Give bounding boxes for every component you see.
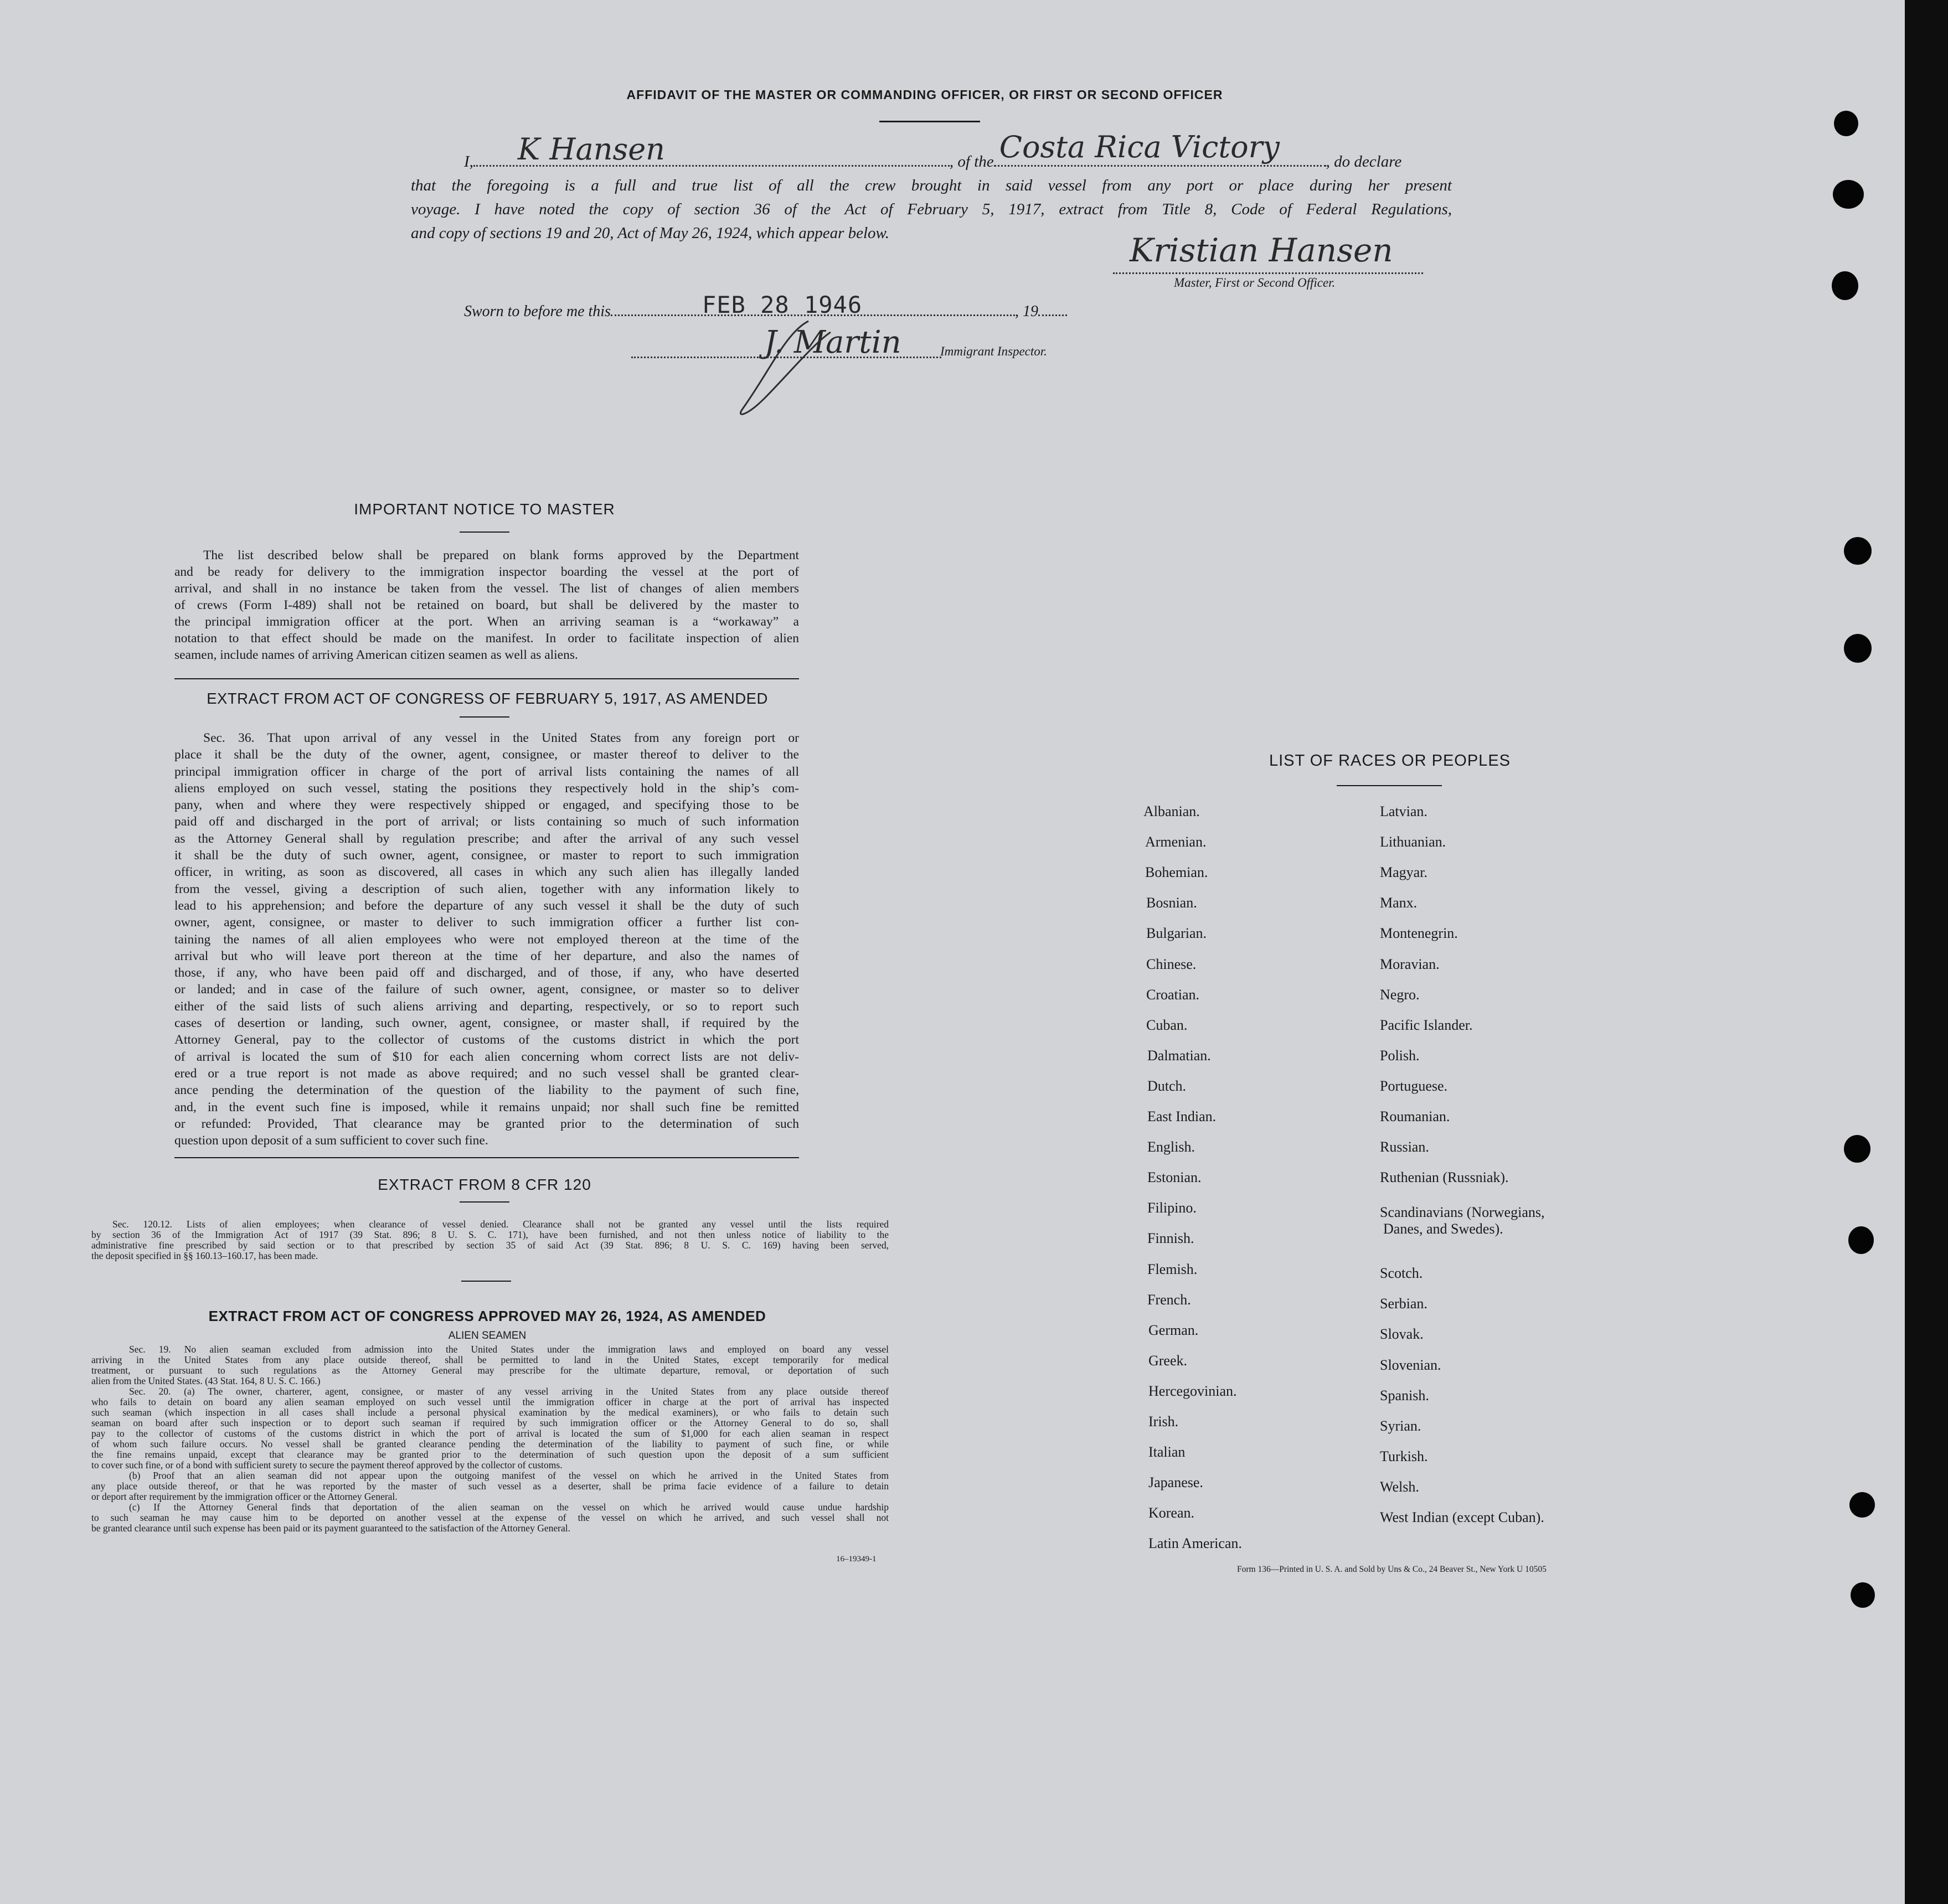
extract-cfr-title: EXTRACT FROM 8 CFR 120 <box>378 1176 591 1193</box>
punch-hole <box>1834 111 1858 136</box>
extract-1917-line: either of the said lists of such aliens arriving and departing, respectively, or so to report such <box>174 999 799 1014</box>
declaration-prefix: I, <box>464 153 473 171</box>
title-underline <box>879 121 980 122</box>
extract-1917-line: or refunded: Provided, That clearance may be granted prior to the determination of such <box>174 1116 799 1131</box>
race-item: Turkish. <box>1380 1448 1428 1464</box>
punch-hole <box>1849 1492 1875 1518</box>
race-item: Pacific Islander. <box>1380 1017 1473 1033</box>
extract-1924-line: treatment, or pursuant to such regulations as the Attorney General may prescribe for the ultimate departure, removal, or deportation of such <box>91 1365 889 1376</box>
punch-hole <box>1851 1582 1875 1608</box>
section-divider <box>174 678 799 679</box>
sworn-year-prefix: , 19 <box>1014 303 1038 320</box>
race-item: Scotch. <box>1380 1265 1423 1282</box>
extract-1924-line: to cover such fine, or of a bond with sufficient surety to secure the payment thereof approved by the collector of customs. <box>91 1459 563 1470</box>
notice-line: The list described below shall be prepared on blank forms approved by the Department <box>203 548 799 563</box>
notice-line: the principal immigration officer at the port. When an arriving seaman is a “workaway” a <box>174 615 799 629</box>
extract-1917-line: ance pending the determination of the question of the liability to the payment of such fine, <box>174 1083 799 1098</box>
extract-1917-line: Attorney General, pay to the collector of customs of the customs district in which the port <box>174 1033 799 1048</box>
race-item: Slovak. <box>1380 1326 1424 1343</box>
races-title: LIST OF RACES OR PEOPLES <box>1269 752 1511 770</box>
punch-hole <box>1844 537 1872 565</box>
extract-1924-line: arriving in the United States from any place outside thereof, shall be permitted to land in the United States, except temporarily for medical <box>91 1354 889 1365</box>
inspector-flourish <box>725 310 880 421</box>
extract-1924-line: pay to the collector of customs of the customs district in which the port of arrival is located the sum of $1,000 for each alien seaman in respect <box>91 1428 889 1439</box>
race-item: Latvian. <box>1380 803 1427 819</box>
race-item: Lithuanian. <box>1380 834 1446 850</box>
extract-1917-line: paid off and discharged in the port of arrival; or lists containing so much of such information <box>174 814 799 829</box>
notice-line: seamen, include names of arriving American citizen seamen as well as aliens. <box>174 648 578 662</box>
race-item: Russian. <box>1380 1139 1429 1155</box>
extract-1924-line: seaman on board after such inspection or to deport such seaman if required by such immigration officer or the Attorney General to do so, shall <box>91 1417 889 1428</box>
extract-1917-line: or landed; and in case of the failure of such owner, agent, consignee, or master so to deliver <box>174 982 799 997</box>
extract-cfr-title-underline <box>460 1201 509 1203</box>
notice-title-underline <box>460 532 509 533</box>
extract-cfr-body <box>91 1219 889 1261</box>
vessel-name-handwriting: Costa Rica Victory <box>999 130 1280 164</box>
master-signature-caption: Master, First or Second Officer. <box>1174 276 1336 290</box>
extract-1917-line: taining the names of all alien employees who were not employed thereon at the time of the <box>174 932 799 947</box>
punch-hole <box>1844 1135 1870 1163</box>
race-item: Bulgarian. <box>1146 925 1207 942</box>
extract-1917-line: principal immigration officer in charge of the port of arrival lists containing the names of all <box>174 764 799 779</box>
race-item: Greek. <box>1148 1352 1188 1369</box>
races-title-underline <box>1337 785 1442 786</box>
race-item: Croatian. <box>1146 986 1200 1003</box>
extract-1917-line: cases of desertion or landing, such owner, agent, consignee, or master shall, if required by the <box>174 1016 799 1031</box>
race-item: Negro. <box>1380 986 1420 1003</box>
section-divider <box>461 1281 511 1282</box>
race-item: Irish. <box>1148 1413 1179 1430</box>
extract-1917-title: EXTRACT FROM ACT OF CONGRESS OF FEBRUARY 5, 1917, AS AMENDED <box>207 690 768 707</box>
master-signature: Kristian Hansen <box>1130 231 1393 269</box>
race-item: Albanian. <box>1143 803 1200 819</box>
date-stamp: FEB 28 1946 <box>702 291 863 318</box>
race-item: Korean. <box>1148 1505 1195 1521</box>
race-item: Estonian. <box>1147 1169 1202 1186</box>
race-item: Spanish. <box>1380 1387 1429 1404</box>
extract-1917-line: arrival but who will leave port thereon at the time of her departure, and also the names of <box>174 948 799 963</box>
extract-1917-line: as the Attorney General shall by regulation prescribe; and after the arrival of any such vessel <box>174 831 799 846</box>
race-item: German. <box>1148 1322 1199 1338</box>
extract-1924-line: any place outside thereof, or that he was reported by the master of such vessel as a deserter, shall be prima facie evidence of a failure to detain <box>91 1480 889 1492</box>
punch-hole <box>1848 1226 1874 1254</box>
punch-hole <box>1832 271 1858 300</box>
extract-1924-line: alien from the United States. (43 Stat. 164, 8 U. S. C. 166.) <box>91 1375 321 1386</box>
affidavit-text-line: that the foregoing is a full and true list of all the crew brought in said vessel from any port or place during her present <box>411 177 1452 194</box>
section-divider <box>174 1157 799 1158</box>
race-item: Manx. <box>1380 895 1418 911</box>
extract-cfr-line: administrative fine prescribed by said section or to that prescribed by section 35 of said Act (39 Stat. 896; 8 U. S. C. 169) having been served, <box>91 1240 889 1251</box>
affidavit-text-line: and copy of sections 19 and 20, Act of May 26, 1924, which appear below. <box>411 224 889 242</box>
notice-line: and be ready for delivery to the immigration inspector boarding the vessel at the port of <box>174 565 799 579</box>
notice-title: IMPORTANT NOTICE TO MASTER <box>354 500 615 518</box>
extract-1924-line: such seaman (which inspection in all cases shall include a personal physical examination by the medical examiners), or who fails to detain such <box>91 1407 889 1418</box>
race-item: Bohemian. <box>1145 864 1208 881</box>
race-item: Roumanian. <box>1380 1108 1450 1124</box>
extract-1924-line: Sec. 20. (a) The owner, charterer, agent, consignee, or master of any vessel arriving in the United States from any place outside thereof <box>129 1386 889 1397</box>
race-item: Scandinavians (Norwegians, <box>1380 1204 1545 1221</box>
sworn-prefix: Sworn to before me this <box>464 303 611 320</box>
race-item: Montenegrin. <box>1380 925 1458 942</box>
inspector-caption: Immigrant Inspector. <box>940 344 1047 358</box>
race-item: East Indian. <box>1147 1108 1217 1124</box>
race-item: Bosnian. <box>1146 895 1197 911</box>
extract-1917-line: lead to his apprehension; and before the departure of any such vessel it shall be the duty of such <box>174 898 799 913</box>
race-item: Moravian. <box>1380 956 1440 972</box>
extract-cfr-line: by section 36 of the Immigration Act of 1917 (39 Stat. 896; 8 U. S. C. 171), have been furnished, and not then unless notice of liability to the <box>91 1229 889 1240</box>
race-item: Latin American. <box>1148 1535 1242 1552</box>
master-name-handwriting: K Hansen <box>517 132 665 167</box>
race-item: Danes, and Swedes). <box>1383 1221 1503 1237</box>
inspector-signature: J. Martin <box>764 324 901 360</box>
extract-1917-body <box>174 730 799 1149</box>
race-item: English. <box>1147 1139 1195 1155</box>
race-item: Cuban. <box>1146 1017 1188 1033</box>
race-item: Dutch. <box>1147 1077 1187 1094</box>
extract-1917-line: of arrival is located the sum of $10 for each alien concerning whom correct lists are not deliv- <box>174 1049 799 1064</box>
extract-1924-line: or deport after requirement by the immigration officer or the Attorney General. <box>91 1491 398 1502</box>
race-item: Syrian. <box>1380 1417 1421 1434</box>
race-item: Ruthenian (Russniak). <box>1380 1169 1509 1186</box>
extract-cfr-line: Sec. 120.12. Lists of alien employees; when clearance of vessel denied. Clearance shall not be granted any vessel until the lists required <box>112 1219 889 1230</box>
form-code: 16–19349-1 <box>836 1555 877 1564</box>
extract-1917-line: from the vessel, giving a description of such alien, together with any information likely to <box>174 881 799 896</box>
extract-1917-line: place it shall be the duty of the owner, agent, consignee, or master thereof to deliver to the <box>174 747 799 762</box>
declaration-suffix: , do declare <box>1326 153 1402 171</box>
extract-1924-line: be granted clearance until such expense has been paid or its payment guaranteed to the satisfaction of the Attorney General. <box>91 1523 570 1534</box>
extract-1924-line: (b) Proof that an alien seaman did not appear upon the outgoing manifest of the vessel on which he arrived in the United States from <box>129 1470 889 1481</box>
notice-line: arrival, and shall in no instance be taken from the vessel. The list of changes of alien members <box>174 581 799 596</box>
extract-1917-line: those, if any, who have been paid off and discharged, and of those, if any, who have deserted <box>174 966 799 981</box>
extract-1917-line: owner, agent, consignee, or master to deliver to such immigration officer a further list con- <box>174 915 799 930</box>
race-item: French. <box>1147 1291 1191 1308</box>
extract-1924-title: EXTRACT FROM ACT OF CONGRESS APPROVED MAY 26, 1924, AS AMENDED <box>208 1308 766 1324</box>
declaration-mid: , of the <box>949 153 994 171</box>
affidavit-declaration-line <box>464 130 1450 171</box>
extract-1924-subtitle: ALIEN SEAMEN <box>448 1330 527 1341</box>
extract-1924-line: of whom such failure occurs. No vessel shall be granted clearance pending the determination of the liability to payment of such fine, or while <box>91 1438 889 1449</box>
notice-line: of crews (Form I-489) shall not be retained on board, but shall be delivered by the master to <box>174 598 799 612</box>
race-item: Dalmatian. <box>1147 1047 1211 1064</box>
extract-1924-line: (c) If the Attorney General finds that deportation of the alien seaman on the vessel on which he arrived would cause undue hardship <box>129 1501 889 1513</box>
race-item: Flemish. <box>1147 1261 1198 1277</box>
extract-1924-body <box>91 1344 889 1534</box>
race-item: Italian <box>1148 1444 1186 1461</box>
extract-1917-title-underline <box>460 716 509 718</box>
race-item: Serbian. <box>1380 1296 1427 1312</box>
extract-1924-line: Sec. 19. No alien seaman excluded from admission into the United States under the immigration laws and employed on board any vessel <box>129 1344 889 1355</box>
extract-cfr-line: the deposit specified in §§ 160.13–160.17, has been made. <box>91 1250 318 1261</box>
extract-1917-line: and, in the event such fine is imposed, while it remains unpaid; nor shall such fine be remitted <box>174 1100 799 1114</box>
race-item: Filipino. <box>1147 1200 1197 1216</box>
races-footer: Form 136—Printed in U. S. A. and Sold by Uns & Co., 24 Beaver St., New York U 10505 <box>1237 1565 1547 1574</box>
extract-1917-line: question upon deposit of a sum sufficient to cover such fine. <box>174 1133 488 1148</box>
race-item: Portuguese. <box>1380 1077 1448 1094</box>
affidavit-text-line: voyage. I have noted the copy of section 36 of the Act of February 5, 1917, extract from Title 8, Code of Federal Regulations, <box>411 200 1452 218</box>
extract-1924-line: to such seaman he may cause him to be deported on another vessel at the expense of the vessel on which he arrived, and such vessel shall not <box>91 1512 889 1523</box>
race-item: Finnish. <box>1147 1230 1194 1247</box>
race-item: Welsh. <box>1380 1478 1419 1495</box>
extract-1917-line: officer, in writing, as soon as discovered, all cases in which any such alien has illegally landed <box>174 865 799 880</box>
affidavit-title: AFFIDAVIT OF THE MASTER OR COMMANDING OFFICER, OR FIRST OR SECOND OFFICER <box>626 87 1223 102</box>
race-item: Slovenian. <box>1380 1356 1441 1373</box>
punch-hole <box>1844 634 1872 663</box>
race-item: Chinese. <box>1146 956 1197 972</box>
extract-1924-line: who fails to detain on board any alien seaman employed on such vessel until the immigration officer in charge at the port of arrival has inspected <box>91 1396 889 1407</box>
extract-1917-line: Sec. 36. That upon arrival of any vessel in the United States from any foreign port or <box>203 731 799 745</box>
race-item: Hercegovinian. <box>1148 1382 1237 1399</box>
extract-1917-line: pany, when and where they were respectively shipped or engaged, and specifying those to be <box>174 798 799 813</box>
race-item: Polish. <box>1380 1047 1420 1064</box>
notice-body <box>174 547 799 663</box>
punch-hole <box>1833 180 1864 209</box>
extract-1917-line: it shall be the duty of such owner, agent, consignee, or master to report to such immigration <box>174 848 799 863</box>
extract-1917-line: aliens employed on such vessel, stating the positions they respectively hold in the ship’s com- <box>174 781 799 796</box>
race-item: West Indian (except Cuban). <box>1380 1509 1544 1525</box>
extract-1917-line: ered or a true report is not made as above required; and no such vessel shall be granted clear- <box>174 1066 799 1081</box>
race-item: Armenian. <box>1145 834 1207 850</box>
extract-1924-line: the fine remains unpaid, except that clearance may be granted prior to the determination of such question upon the deposit of a sum sufficient <box>91 1449 889 1460</box>
notice-line: notation to that effect should be made on the manifest. In order to facilitate inspection of alien <box>174 631 799 646</box>
race-item: Magyar. <box>1380 864 1427 881</box>
race-item: Japanese. <box>1148 1474 1203 1491</box>
